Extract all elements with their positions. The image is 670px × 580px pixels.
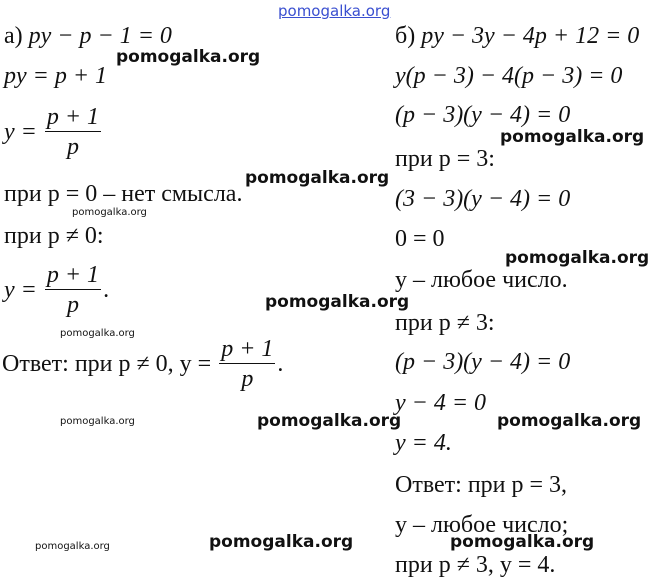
- part-b-answer-3: при p ≠ 3, y = 4.: [395, 552, 556, 578]
- period: .: [103, 277, 110, 303]
- part-b-equation-2: y(p − 3) − 4(p − 3) = 0: [395, 63, 623, 89]
- part-b-equation-8: y − 4 = 0: [395, 390, 487, 416]
- fraction: [45, 262, 101, 318]
- fraction-denominator: p: [66, 292, 79, 318]
- watermark: pomogalka.org: [60, 328, 135, 339]
- period: .: [277, 351, 284, 377]
- watermark: pomogalka.org: [35, 541, 110, 552]
- part-b-answer-2: y – любое число;: [395, 512, 569, 538]
- part-a-case-2: при p ≠ 0:: [4, 223, 104, 249]
- fraction: [219, 336, 275, 392]
- watermark: pomogalka.org: [72, 207, 147, 218]
- part-b-eq1: py − 3y − 4p + 12 = 0: [421, 23, 640, 49]
- watermark: pomogalka.org: [505, 248, 650, 268]
- part-b-case-1: при p = 3:: [395, 146, 495, 172]
- watermark: pomogalka.org: [245, 168, 390, 188]
- part-a-y-fraction: [4, 104, 103, 160]
- part-a-case-1: при p = 0 – нет смысла.: [4, 181, 243, 207]
- watermark: pomogalka.org: [265, 292, 410, 312]
- part-b-equation-7: (p − 3)(y − 4) = 0: [395, 349, 571, 375]
- fraction-numerator: p + 1: [46, 262, 100, 288]
- watermark: pomogalka.org: [116, 47, 261, 67]
- part-a-y-fraction-2: [4, 262, 109, 318]
- part-a-label: а): [4, 23, 23, 49]
- part-a-equation-1: [4, 22, 172, 50]
- part-a-answer: [2, 336, 283, 392]
- watermark: pomogalka.org: [500, 127, 645, 147]
- watermark: pomogalka.org: [257, 411, 402, 431]
- part-b-equation-1: [395, 22, 639, 50]
- fraction-numerator: p + 1: [46, 104, 100, 130]
- watermark: pomogalka.org: [60, 416, 135, 427]
- watermark: pomogalka.org: [209, 532, 354, 552]
- fraction-denominator: p: [66, 134, 79, 160]
- part-b-equation-3: (p − 3)(y − 4) = 0: [395, 102, 571, 128]
- watermark: pomogalka.org: [497, 411, 642, 431]
- part-a-y-lhs: y =: [4, 119, 37, 145]
- part-a-equation-2: py = p + 1: [4, 63, 108, 89]
- part-b-answer-1: Ответ: при p = 3,: [395, 472, 568, 498]
- part-a-answer-prefix: Ответ: при p ≠ 0, y =: [2, 351, 212, 377]
- watermark: pomogalka.org: [450, 532, 595, 552]
- part-b-equation-9: y = 4.: [395, 430, 452, 456]
- part-b-equation-6: y – любое число.: [395, 267, 568, 293]
- fraction-numerator: p + 1: [221, 336, 274, 362]
- fraction-denominator: p: [241, 366, 254, 392]
- part-b-equation-4: (3 − 3)(y − 4) = 0: [395, 186, 571, 212]
- part-a-eq1: py − p − 1 = 0: [28, 23, 172, 49]
- part-a-y-lhs-2: y =: [4, 277, 37, 303]
- part-b-equation-5: 0 = 0: [395, 226, 445, 252]
- watermark-top-link[interactable]: pomogalka.org: [278, 2, 391, 20]
- part-b-case-2: при p ≠ 3:: [395, 310, 495, 336]
- fraction: [45, 104, 101, 160]
- part-b-label: б): [395, 23, 416, 49]
